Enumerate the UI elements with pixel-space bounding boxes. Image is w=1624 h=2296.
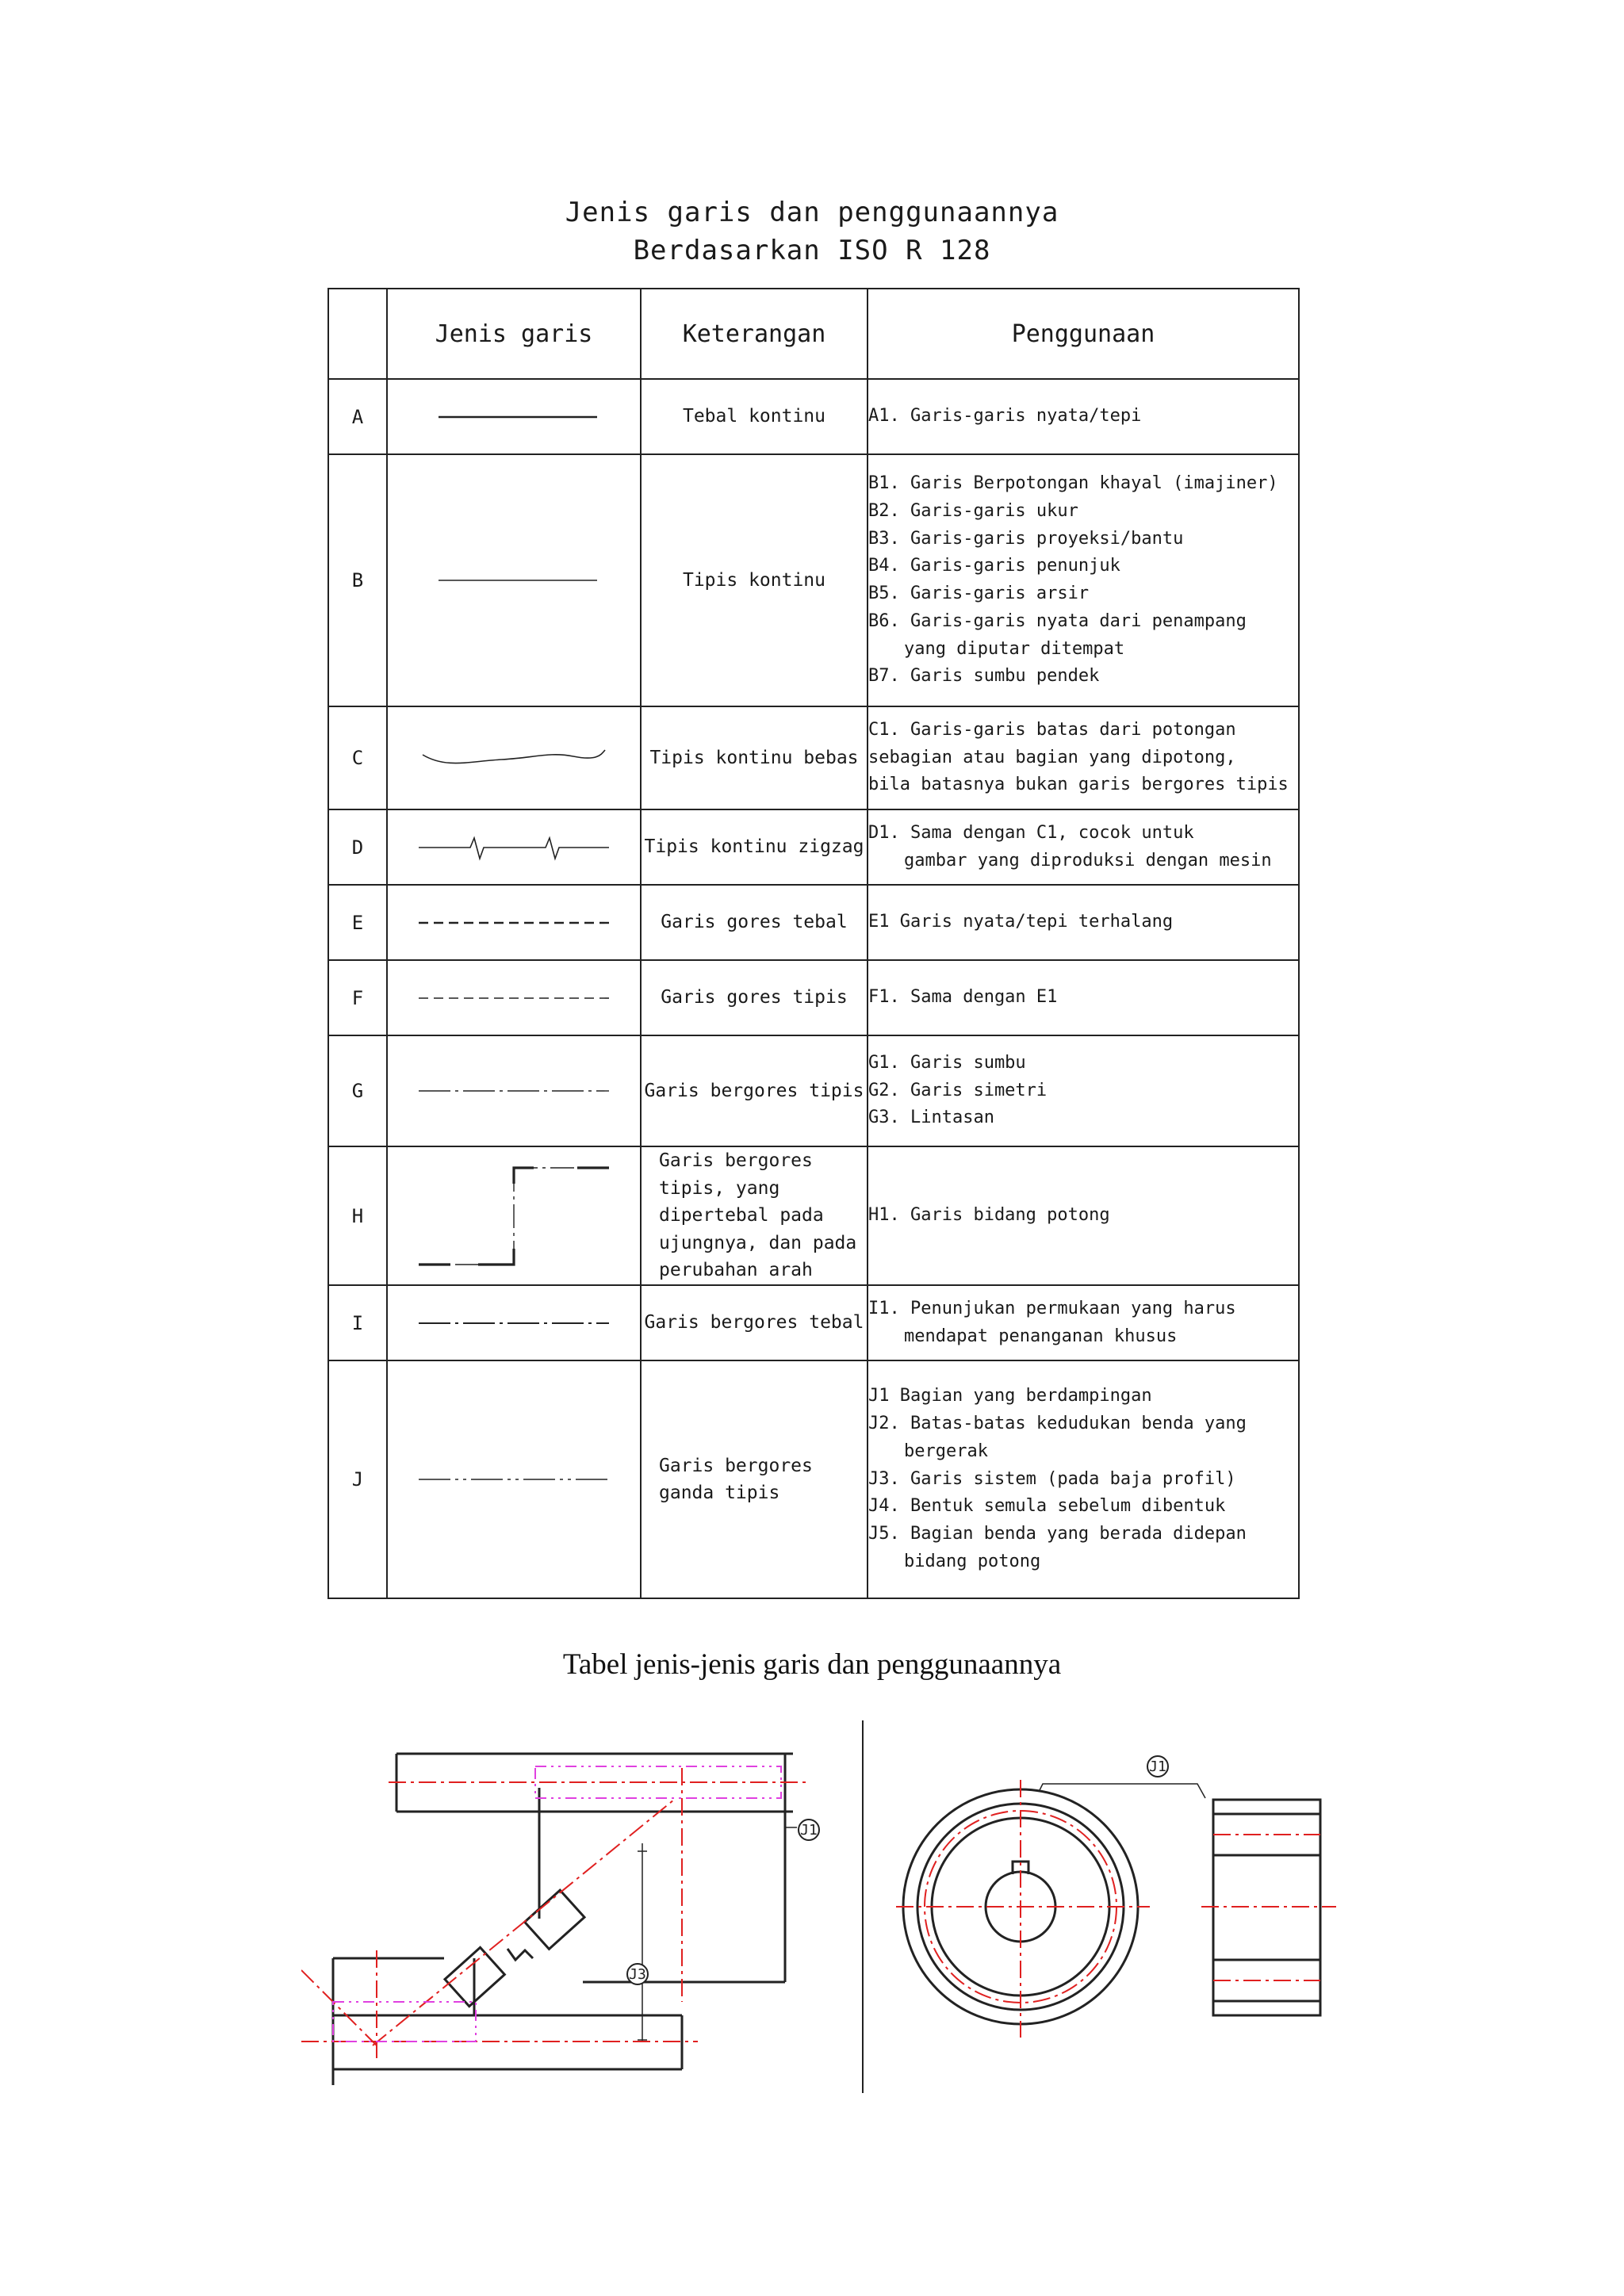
- table-row: [328, 454, 1299, 706]
- figure-divider: [860, 1720, 865, 2093]
- usage-item: B6. Garis-garis nyata dari penampang: [868, 610, 1247, 631]
- row-code: B: [328, 454, 387, 706]
- chain-thickened-line-sample: [415, 1157, 613, 1276]
- label-j1: J1: [1149, 1758, 1166, 1775]
- page-subtitle: Berdasarkan ISO R 128: [633, 235, 991, 266]
- usage-item: J2. Batas-batas kedudukan benda yang: [868, 1414, 1247, 1434]
- row-code: A: [328, 379, 387, 454]
- zigzag-line-sample: [415, 832, 613, 863]
- usage-item: B3. Garis-garis proyeksi/bantu: [868, 528, 1184, 549]
- solid-thick-line-sample: [415, 401, 613, 433]
- pipe-assembly-figure: [301, 1720, 872, 2101]
- double-chain-line-sample: [415, 1464, 613, 1495]
- row-description: Tipis kontinu bebas: [641, 706, 868, 809]
- usage-item: A1. Garis-garis nyata/tepi: [868, 406, 1142, 427]
- usage-item: B5. Garis-garis arsir: [868, 584, 1090, 603]
- chain-thick-line-sample: [415, 1307, 613, 1339]
- row-code: G: [328, 1035, 387, 1146]
- chain-thin-line-sample: [415, 1075, 613, 1107]
- line-sample-cell: [387, 960, 641, 1035]
- usage-item: sebagian atau bagian yang dipotong,: [868, 747, 1236, 767]
- line-sample-cell: [387, 379, 641, 454]
- usage-item: G1. Garis sumbu: [868, 1052, 1026, 1073]
- line-types-table: [327, 288, 1300, 1599]
- usage-item: bila batasnya bukan garis bergores tipis: [868, 775, 1289, 795]
- table-row: [328, 960, 1299, 1035]
- usage-item: J1 Bagian yang berdampingan: [868, 1386, 1152, 1406]
- usage-item: C1. Garis-garis batas dari potongan: [868, 719, 1236, 740]
- line-sample-cell: [387, 706, 641, 809]
- usage-item: yang diputar ditempat: [904, 638, 1125, 659]
- usage-item: B2. Garis-garis ukur: [868, 500, 1078, 521]
- line-sample-cell: [387, 1146, 641, 1285]
- row-description: Garis bergores tebal: [641, 1285, 868, 1360]
- table-row: [328, 885, 1299, 960]
- table-row: [328, 379, 1299, 454]
- column-header: Penggunaan: [868, 289, 1299, 379]
- column-header: [328, 289, 387, 379]
- usage-item: G3. Lintasan: [868, 1108, 994, 1128]
- row-code: I: [328, 1285, 387, 1360]
- row-description: Garis gores tebal: [641, 885, 868, 960]
- line-sample-cell: [387, 885, 641, 960]
- row-usage: [868, 379, 1299, 454]
- row-code: J: [328, 1360, 387, 1598]
- line-sample-cell: [387, 1285, 641, 1360]
- row-description: Garis gores tipis: [641, 960, 868, 1035]
- line-sample-cell: [387, 1035, 641, 1146]
- table-header-row: [328, 289, 1299, 379]
- row-usage: [868, 885, 1299, 960]
- column-header: Jenis garis: [387, 289, 641, 379]
- usage-item: F1. Sama dengan E1: [868, 987, 1058, 1008]
- usage-item: J5. Bagian benda yang berada didepan: [868, 1524, 1247, 1544]
- usage-item: H1. Garis bidang potong: [868, 1205, 1110, 1226]
- usage-item: I1. Penunjukan permukaan yang harus: [868, 1298, 1236, 1318]
- label-j1: J1: [800, 1822, 818, 1839]
- dashed-thin-line-sample: [415, 982, 613, 1014]
- line-sample-cell: [387, 454, 641, 706]
- line-sample-cell: [387, 1360, 641, 1598]
- row-code: D: [328, 809, 387, 885]
- column-header: Keterangan: [641, 289, 868, 379]
- usage-item: bidang potong: [904, 1551, 1041, 1571]
- row-code: C: [328, 706, 387, 809]
- row-description: Garis bergores tipis: [641, 1035, 868, 1146]
- usage-item: J3. Garis sistem (pada baja profil): [868, 1468, 1236, 1489]
- row-usage: [868, 1035, 1299, 1146]
- freehand-line-sample: [415, 742, 613, 774]
- row-description: Garis bergores tipis, yang dipertebal pada ujungnya, dan pada perubahan arah: [641, 1146, 868, 1285]
- row-usage: [868, 960, 1299, 1035]
- dashed-thick-line-sample: [415, 907, 613, 939]
- row-usage: [868, 1285, 1299, 1360]
- row-code: H: [328, 1146, 387, 1285]
- table-row: [328, 706, 1299, 809]
- table-row: [328, 1035, 1299, 1146]
- table-row: [328, 1285, 1299, 1360]
- usage-item: gambar yang diproduksi dengan mesin: [904, 850, 1272, 871]
- row-usage: [868, 1360, 1299, 1598]
- table-caption: Tabel jenis-jenis garis dan penggunaannya: [562, 1648, 1062, 1681]
- table-row: [328, 1146, 1299, 1285]
- usage-item: B1. Garis Berpotongan khayal (imajiner): [868, 473, 1278, 493]
- row-code: E: [328, 885, 387, 960]
- usage-item: bergerak: [904, 1441, 988, 1461]
- row-description: Tipis kontinu zigzag: [641, 809, 868, 885]
- table-row: [328, 1360, 1299, 1598]
- usage-item: G2. Garis simetri: [868, 1080, 1048, 1100]
- row-description: Tipis kontinu: [641, 454, 868, 706]
- usage-item: J4. Bentuk semula sebelum dibentuk: [868, 1496, 1226, 1517]
- usage-item: B7. Garis sumbu pendek: [868, 666, 1100, 687]
- usage-item: E1 Garis nyata/tepi terhalang: [868, 912, 1174, 932]
- page-title: Jenis garis dan penggunaannya: [565, 197, 1059, 228]
- label-j3: J3: [629, 1966, 646, 1983]
- line-sample-cell: [387, 809, 641, 885]
- row-usage: [868, 1146, 1299, 1285]
- row-code: F: [328, 960, 387, 1035]
- row-usage: [868, 809, 1299, 885]
- usage-item: B4. Garis-garis penunjuk: [868, 556, 1120, 576]
- row-description: Tebal kontinu: [641, 379, 868, 454]
- row-description: Garis bergores ganda tipis: [641, 1360, 868, 1598]
- gear-figure: [896, 1744, 1340, 2061]
- row-usage: [868, 706, 1299, 809]
- table-row: [328, 809, 1299, 885]
- usage-item: D1. Sama dengan C1, cocok untuk: [868, 822, 1194, 843]
- usage-item: mendapat penanganan khusus: [904, 1326, 1178, 1346]
- row-usage: [868, 454, 1299, 706]
- solid-thin-line-sample: [415, 564, 613, 596]
